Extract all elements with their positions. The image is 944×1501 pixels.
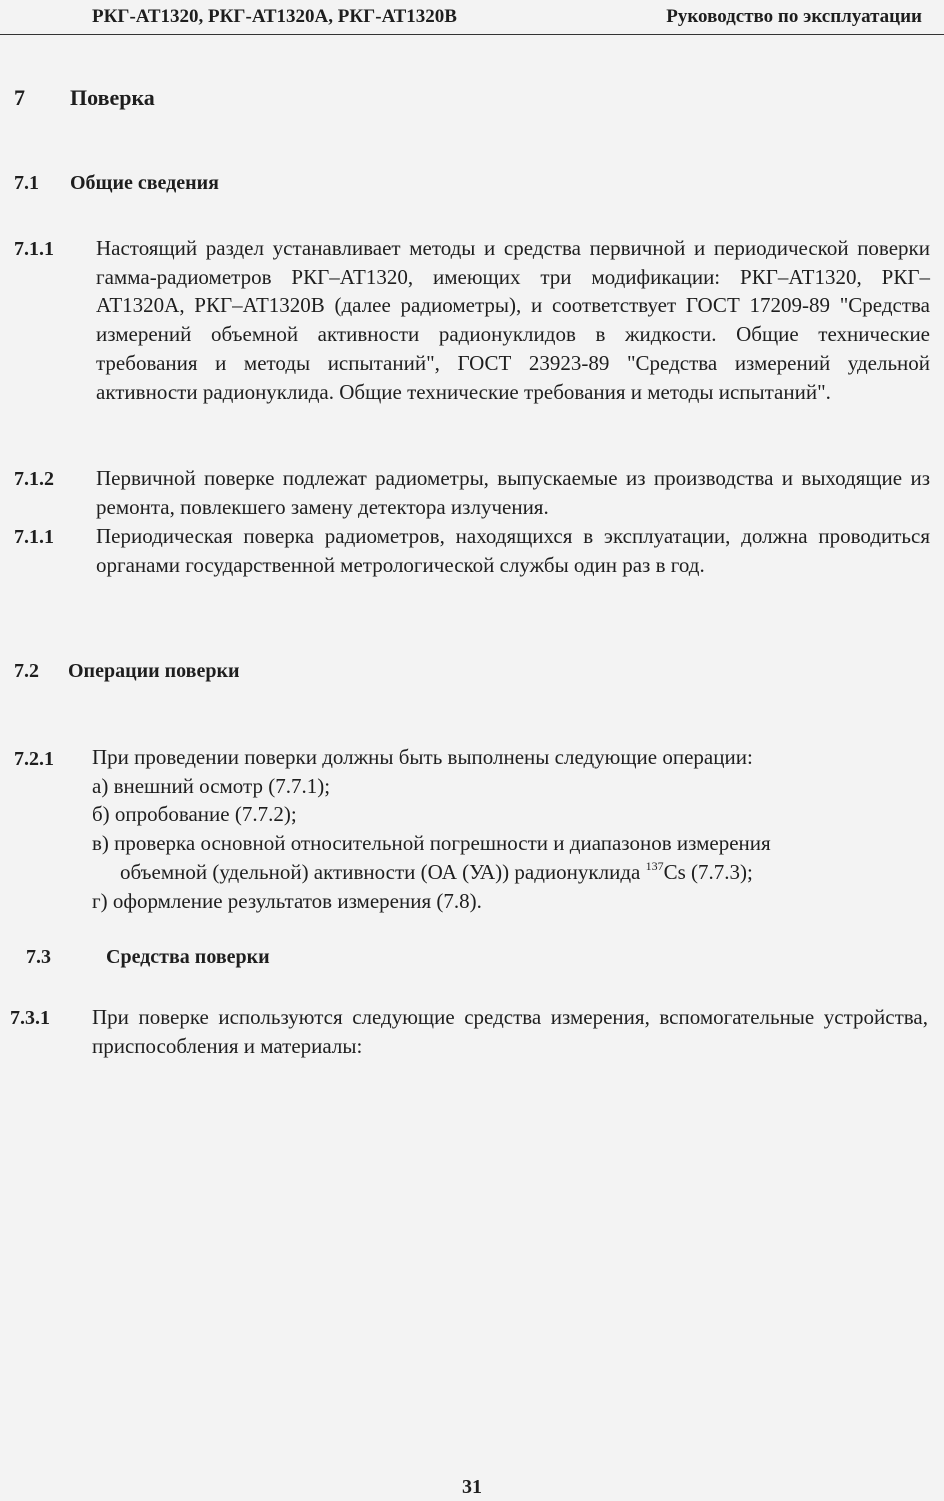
section-7-1-title: Общие сведения	[70, 172, 219, 194]
paragraph-7-1-2-text: Первичной поверке подлежат радиометры, выпускаемые из производства и выходящие из ремонта, повлекшего замену детектора излучения.	[96, 466, 930, 519]
isotope-mass-number: 137	[645, 859, 664, 873]
paragraph-7-1-3-text: Периодическая поверка радиометров, находящихся в эксплуатации, должна проводиться органами государственной метрологической службы один раз в год.	[96, 524, 930, 577]
section-7-1-number: 7.1	[14, 172, 39, 194]
paragraph-7-1-1-text: Настоящий раздел устанавливает методы и средства первичной и периодической поверки гамма-радиометров РКГ–АТ1320, имеющих три модификации: РКГ–АТ1320, РКГ–АТ1320А, РКГ–АТ1320В (далее радиометры), и соответствует ГОСТ 17209-89 "Средства измерений объемной активности радионуклидов в жидкости. Общие технические требования и методы испытаний", ГОСТ 23923-89 "Средства измерений удельной активности радионуклида. Общие технические требования и методы испытаний".	[96, 236, 930, 404]
operation-item-v-cont-text: объемной (удельной) активности (ОА (УА)) радионуклида	[120, 860, 646, 884]
section-7-3-number: 7.3	[26, 946, 51, 968]
operation-item-g: г) оформление результатов измерения (7.8).	[92, 889, 482, 913]
paragraph-7-2-1-number: 7.2.1	[14, 748, 54, 770]
paragraph-7-2-1-intro: При проведении поверки должны быть выполнены следующие операции:	[92, 745, 753, 769]
header-document-models: РКГ-АТ1320, РКГ-АТ1320А, РКГ-АТ1320В	[92, 6, 457, 27]
paragraph-7-3-1-number: 7.3.1	[10, 1007, 50, 1029]
operation-item-v-cont-end: Cs (7.7.3);	[663, 860, 753, 884]
paragraph-7-3-1-text: При поверке используются следующие средства измерения, вспомогательные устройства, приспособления и материалы:	[92, 1005, 928, 1058]
paragraph-7-1-3-number: 7.1.1	[14, 526, 54, 548]
section-7-number: 7	[14, 85, 25, 110]
section-7-2-number: 7.2	[14, 660, 39, 682]
operation-item-v: в) проверка основной относительной погрешности и диапазонов измерения	[92, 831, 771, 855]
operation-item-v-continuation	[120, 860, 753, 885]
operation-item-a: а) внешний осмотр (7.7.1);	[92, 774, 331, 798]
header-document-type: Руководство по эксплуатации	[666, 6, 922, 27]
section-7-2-title: Операции поверки	[68, 660, 240, 682]
section-7-title: Поверка	[70, 85, 155, 110]
paragraph-7-1-1-number: 7.1.1	[14, 238, 54, 260]
section-7-3-title: Средства поверки	[106, 946, 270, 968]
page-number: 31	[462, 1476, 482, 1498]
paragraph-7-1-2-number: 7.1.2	[14, 468, 54, 490]
header-rule	[0, 34, 944, 35]
page-header	[0, 4, 944, 32]
operation-item-b: б) опробование (7.7.2);	[92, 802, 297, 826]
